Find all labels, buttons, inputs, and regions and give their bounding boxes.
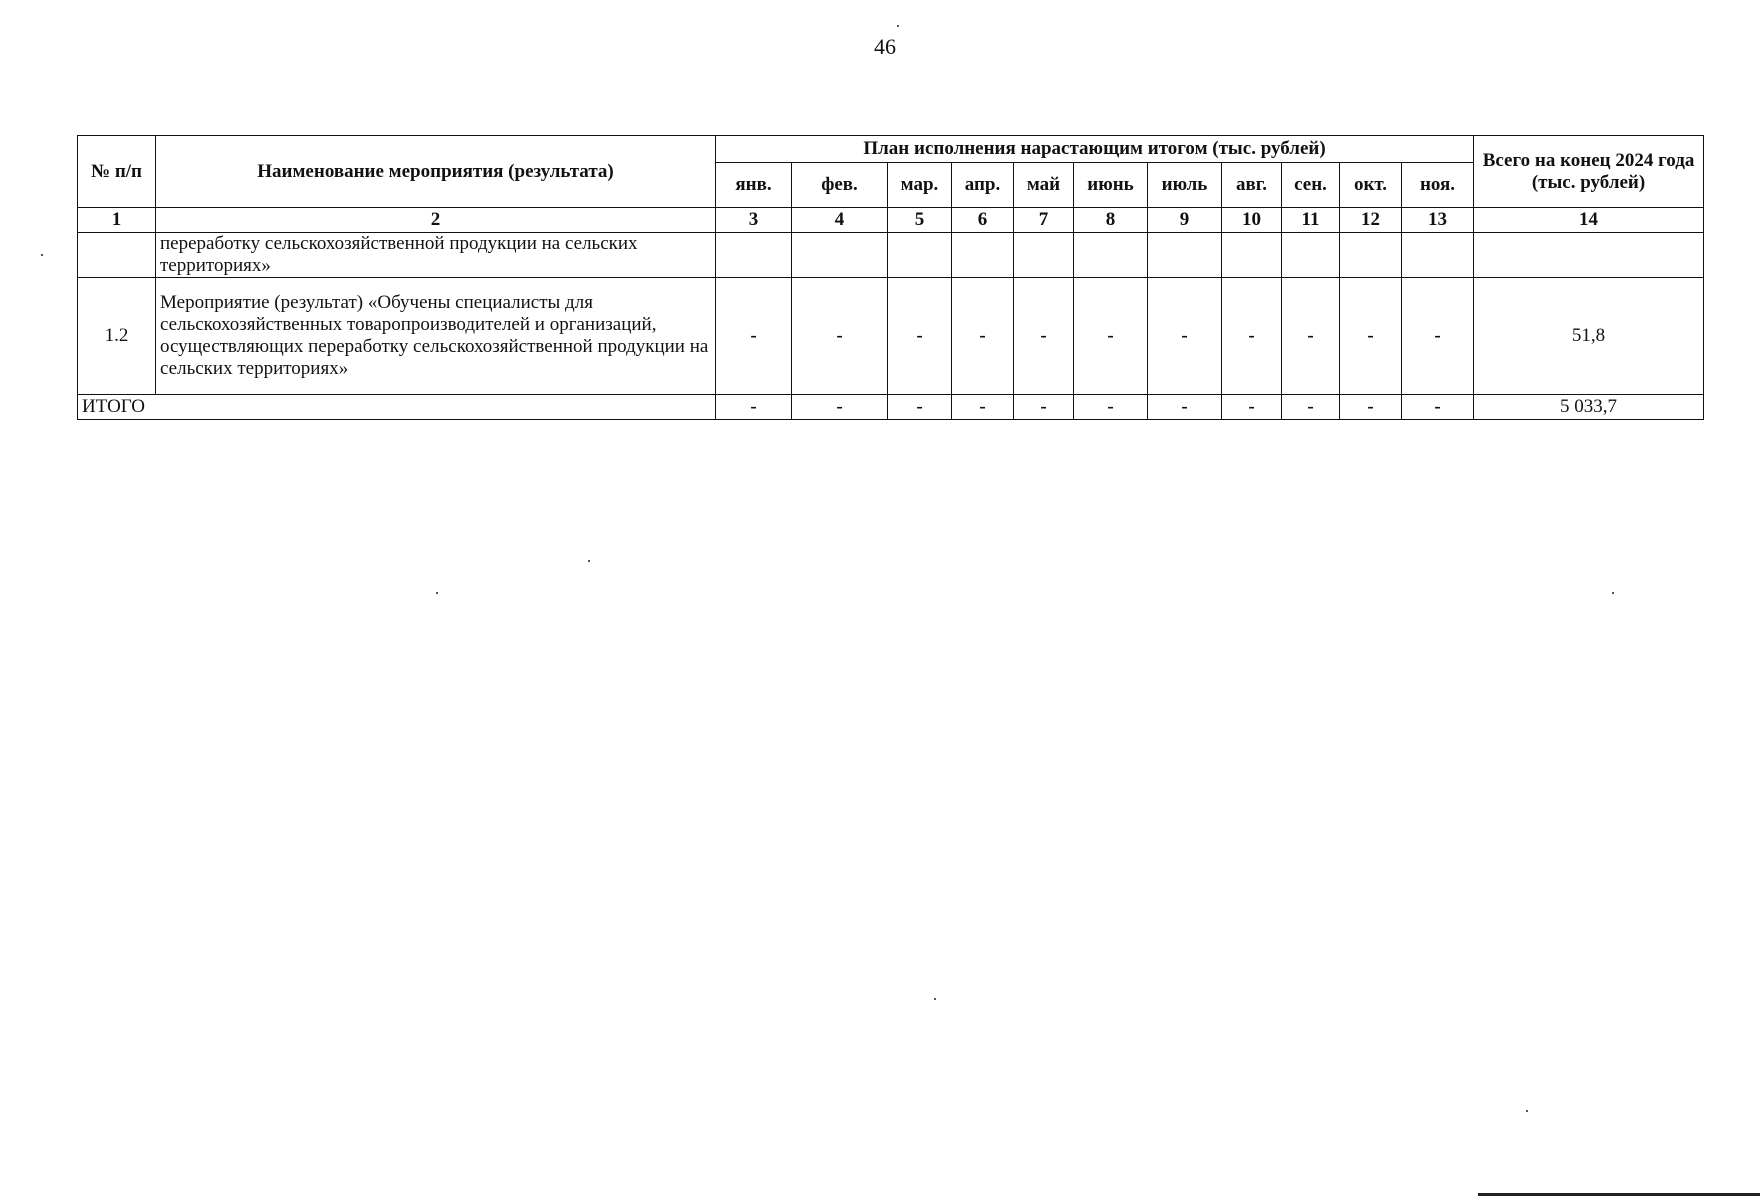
col-header-plan: План исполнения нарастающим итогом (тыс. рублей) <box>716 136 1474 163</box>
total-month-value: - <box>792 395 888 420</box>
month-value <box>1014 233 1074 278</box>
month-header: май <box>1014 163 1074 208</box>
row-total <box>1474 233 1704 278</box>
column-number: 8 <box>1074 208 1148 233</box>
month-header: мар. <box>888 163 952 208</box>
row-name: Мероприятие (результат) «Обучены специалисты для сельскохозяйственных товаропроизводителей и организаций, осуществляющих переработку сельскохозяйственной продукции на сельских территориях» <box>156 278 716 395</box>
total-label: ИТОГО <box>78 395 716 420</box>
grand-total: 5 033,7 <box>1474 395 1704 420</box>
total-month-value: - <box>1402 395 1474 420</box>
month-value <box>1148 233 1222 278</box>
total-month-value: - <box>1074 395 1148 420</box>
month-value <box>952 233 1014 278</box>
month-value <box>716 233 792 278</box>
col-header-name: Наименование мероприятия (результата) <box>156 136 716 208</box>
header-row <box>78 136 1704 163</box>
month-value: - <box>888 278 952 395</box>
total-month-value: - <box>888 395 952 420</box>
plan-table <box>77 135 1704 420</box>
month-value: - <box>1074 278 1148 395</box>
total-month-value: - <box>1014 395 1074 420</box>
column-number: 12 <box>1340 208 1402 233</box>
month-header: июнь <box>1074 163 1148 208</box>
table-row <box>78 233 1704 278</box>
col-header-total: Всего на конец 2024 года (тыс. рублей) <box>1474 136 1704 208</box>
month-value <box>1074 233 1148 278</box>
column-number: 13 <box>1402 208 1474 233</box>
month-header: окт. <box>1340 163 1402 208</box>
month-value: - <box>716 278 792 395</box>
month-value: - <box>1402 278 1474 395</box>
col-header-no: № п/п <box>78 136 156 208</box>
row-total: 51,8 <box>1474 278 1704 395</box>
column-number: 3 <box>716 208 792 233</box>
month-value: - <box>1222 278 1282 395</box>
month-value: - <box>952 278 1014 395</box>
row-name: переработку сельскохозяйственной продукции на сельских территориях» <box>156 233 716 278</box>
scan-speck <box>1526 1110 1528 1112</box>
month-value <box>1222 233 1282 278</box>
footer-line <box>1478 1193 1760 1196</box>
column-number: 7 <box>1014 208 1074 233</box>
month-value <box>1340 233 1402 278</box>
column-number: 10 <box>1222 208 1282 233</box>
month-value <box>1402 233 1474 278</box>
column-number: 14 <box>1474 208 1704 233</box>
column-number: 4 <box>792 208 888 233</box>
month-header: сен. <box>1282 163 1340 208</box>
total-month-value: - <box>716 395 792 420</box>
month-header: авг. <box>1222 163 1282 208</box>
scan-speck <box>934 998 936 1000</box>
row-number <box>78 233 156 278</box>
column-number: 5 <box>888 208 952 233</box>
month-header: апр. <box>952 163 1014 208</box>
month-value: - <box>1282 278 1340 395</box>
month-header: июль <box>1148 163 1222 208</box>
month-value: - <box>1340 278 1402 395</box>
total-month-value: - <box>952 395 1014 420</box>
row-number: 1.2 <box>78 278 156 395</box>
scan-speck <box>1612 592 1614 594</box>
month-value: - <box>1014 278 1074 395</box>
column-number: 1 <box>78 208 156 233</box>
month-value: - <box>1148 278 1222 395</box>
month-value: - <box>792 278 888 395</box>
scan-speck <box>41 254 43 256</box>
page-number: 46 <box>874 34 896 59</box>
total-month-value: - <box>1340 395 1402 420</box>
scan-speck <box>588 560 590 562</box>
column-number: 11 <box>1282 208 1340 233</box>
month-header: янв. <box>716 163 792 208</box>
total-row <box>78 395 1704 420</box>
month-header: ноя. <box>1402 163 1474 208</box>
month-value <box>792 233 888 278</box>
total-month-value: - <box>1222 395 1282 420</box>
column-number-row <box>78 208 1704 233</box>
month-header: фев. <box>792 163 888 208</box>
column-number: 9 <box>1148 208 1222 233</box>
scan-speck <box>436 592 438 594</box>
table-row <box>78 278 1704 395</box>
month-value <box>888 233 952 278</box>
column-number: 2 <box>156 208 716 233</box>
total-month-value: - <box>1282 395 1340 420</box>
month-value <box>1282 233 1340 278</box>
scan-speck <box>897 25 899 27</box>
total-month-value: - <box>1148 395 1222 420</box>
column-number: 6 <box>952 208 1014 233</box>
